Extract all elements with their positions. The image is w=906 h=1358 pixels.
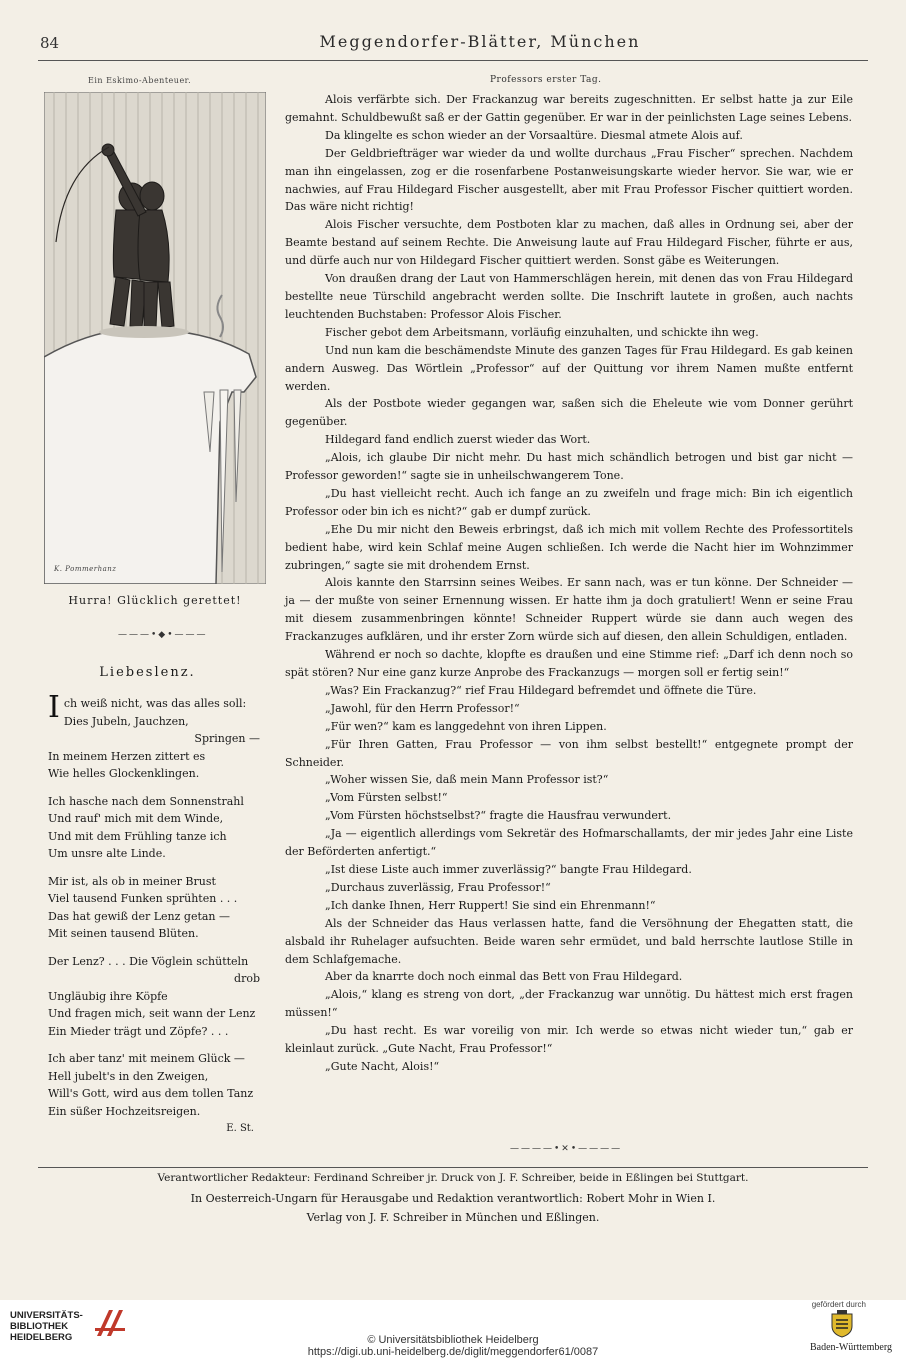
copyright-block <box>0 1334 906 1358</box>
poem-line: drob <box>234 972 260 985</box>
story-paragraph: Alois kannte den Starrsinn seines Weibes. Er sann nach, was er tun könne. Der Schneider — ja — der mußte von seiner Ernennung wissen. Er hatte ihm ja doch gratuliert! Wenn er seine Frau mit diesem zusammenbringen könnte! Schneider Ruppert würde sie dann auch wegen des Frackanzuges aufklären, und ihr erster Zorn würde sich auf diesen, den allein Schuldigen, entladen. <box>285 576 853 644</box>
poem-line: ch weiß nicht, was das alles soll: <box>63 697 247 710</box>
story-paragraph: Und nun kam die beschämendste Minute des ganzen Tages für Frau Hildegard. Es gab keinen andern Ausweg. Das Wörtlein „Professor“ auf der Quittung vor ihrem Namen mußte entfernt werden. <box>285 343 853 393</box>
poem-line: In meinem Herzen zittert es <box>48 749 206 763</box>
story-paragraph: „Ist diese Liste auch immer zuverlässig?“ bangte Frau Hildegard. <box>325 862 692 876</box>
sponsor-label: gefördert durch <box>811 1300 866 1309</box>
poem-title: Liebeslenz. <box>99 665 196 680</box>
poem-line: Ein süßer Hochzeitsreigen. <box>48 1104 201 1118</box>
poem-line: Das hat gewiß der Lenz getan — <box>48 909 231 923</box>
header-rule <box>38 60 868 61</box>
poem-line: Will's Gott, wird aus dem tollen Tanz <box>48 1087 254 1100</box>
story-paragraph: Der Geldbriefträger war wieder da und wollte durchaus „Frau Fischer“ sprechen. Nachdem man ihn eingelassen, zog er die rosenfarbene Postanweisungskarte wieder hervor. Sie war, wie er nachwies, auf Frau Hildegard Fischer ausgestellt, aber mit Frau Professor Fischer quittiert worden. Das wäre nicht richtig! <box>285 146 853 214</box>
story-paragraph: „Du hast vielleicht recht. Auch ich fange an zu zweifeln und frage mich: Bin ich eigentlich Professor oder bin ich es nicht?“ gab er dumpf zurück. <box>285 486 853 518</box>
poem-line: Und mit dem Frühling tanze ich <box>48 829 227 843</box>
poem-line: Der Lenz? . . . Die Vöglein schütteln <box>48 954 249 968</box>
footer-rule <box>38 1167 868 1168</box>
library-footer <box>0 1300 906 1358</box>
story-paragraph: „Ich danke Ihnen, Herr Ruppert! Sie sind ein Ehrenmann!“ <box>325 898 656 912</box>
eskimo-illustration <box>44 92 266 584</box>
illustration-top-caption: Ein Eskimo-Abenteuer. <box>88 76 192 85</box>
story-paragraph: „Alois, ich glaube Dir nicht mehr. Du hast mich schändlich betrogen und bist gar nicht — Professor geworden!“ sagte sie in unheilschwangerem Tone. <box>285 451 853 483</box>
story-body <box>285 91 853 1076</box>
poem-line: Um unsre alte Linde. <box>48 847 166 860</box>
story-paragraph: „Durchaus zuverlässig, Frau Professor!“ <box>325 880 551 894</box>
story-paragraph: „Woher wissen Sie, daß mein Mann Professor ist?“ <box>325 773 609 787</box>
poem-line: Ich aber tanz' mit meinem Glück — <box>48 1052 245 1065</box>
story-paragraph: Von draußen drang der Laut von Hammerschlägen herein, mit denen das von Frau Hildegard bestellte neue Türschild angebracht werden sollte. Die Inschrift lautete in großen, auch nachts leuchtenden Buchstaben: Professor Alois Fischer. <box>285 272 853 321</box>
story-paragraph: Fischer gebot dem Arbeitsmann, vorläufig einzuhalten, und schickte ihn weg. <box>325 325 759 339</box>
ornament-divider: ———•◆•——— <box>118 630 208 640</box>
poem-line: Dies Jubeln, Jauchzen, <box>63 714 189 728</box>
story-paragraph: Alois verfärbte sich. Der Frackanzug war bereits zugeschnitten. Er selbst hatte ja zur Eile gemahnt. Schuldbewußt saß er der Gattin gegenüber. Er war in der peinlichsten Lage seines Lebens. <box>285 93 853 124</box>
poem-dropcap: I <box>48 690 60 725</box>
story-paragraph: „Ehe Du mir nicht den Beweis erbringst, daß ich mich mit vollem Rechte des Professortitels bedient habe, wird kein Schlaf meine Augen schließen. Ich werde die Nacht hier im Wohnzimmer zubringen,“ sagte sie mit drohendem Ernst. <box>285 522 853 572</box>
imprint-line-3: Verlag von J. F. Schreiber in München und Eßlingen. <box>306 1211 600 1224</box>
illustration-signature: K. Pommerhanz <box>54 565 117 573</box>
story-paragraph: „Vom Fürsten selbst!“ <box>325 791 448 805</box>
imprint-line-2: In Oesterreich-Ungarn für Herausgabe und Redaktion verantwortlich: Robert Mohr in Wien I. <box>190 1192 716 1205</box>
story-paragraph: „Du hast recht. Es war voreilig von mir. Ich werde so etwas nicht wieder tun,“ gab er kleinlaut zurück. „Gute Nacht, Frau Professor!“ <box>285 1024 853 1056</box>
story-paragraph: „Was? Ein Frackanzug?“ rief Frau Hildegard befremdet und öffnete die Türe. <box>325 683 757 697</box>
copyright-text: © Universitätsbibliothek Heidelberg <box>367 1334 539 1346</box>
poem-line: Wie helles Glockenklingen. <box>48 767 200 780</box>
story-paragraph: Als der Postbote wieder gegangen war, saßen sich die Eheleute wie vom Donner gerührt gegenüber. <box>285 397 853 429</box>
story-paragraph: Aber da knarrte doch noch einmal das Bett von Frau Hildegard. <box>325 970 683 984</box>
poem-line: Ich hasche nach dem Sonnenstrahl <box>48 794 244 808</box>
imprint-line-1: Verantwortlicher Redakteur: Ferdinand Schreiber jr. Druck von J. F. Schreiber, beide in Eßlingen bei Stuttgart. <box>157 1172 749 1184</box>
poem-line: Ein Mieder trägt und Zöpfe? . . . <box>48 1024 229 1038</box>
poem-line: Viel tausend Funken sprühten . . . <box>48 892 238 905</box>
poem-line: Und rauf' mich mit dem Winde, <box>48 812 224 825</box>
story-end-ornament: ————•✕•———— <box>510 1144 623 1154</box>
source-url-link[interactable]: https://digi.ub.uni-heidelberg.de/diglit/meggendorfer61/0087 <box>307 1346 599 1358</box>
poem-line: Und fragen mich, seit wann der Lenz <box>48 1007 256 1020</box>
page-number: 84 <box>40 34 60 52</box>
library-logo-text: UNIVERSITÄTS- BIBLIOTHEK HEIDELBERG <box>10 1310 83 1343</box>
magazine-title: Meggendorfer-Blätter, München <box>319 32 641 51</box>
story-heading: Professors erster Tag. <box>490 75 602 85</box>
poem-line: Ungläubig ihre Köpfe <box>48 989 168 1003</box>
baden-wuerttemberg-crest-icon <box>830 1310 854 1338</box>
story-paragraph: „Jawohl, für den Herrn Professor!“ <box>325 701 520 715</box>
story-paragraph: „Für wen?“ kam es langgedehnt von ihren Lippen. <box>325 719 607 733</box>
story-paragraph: Als der Schneider das Haus verlassen hatte, fand die Versöhnung der Ehegatten statt, die alsbald ihr Ruhelager aufsuchten. Beide waren sehr ermüdet, und bald herrschte lautlose Stille in dem Schlafgemache. <box>285 916 853 966</box>
poem-line: Mit seinen tausend Blüten. <box>48 927 199 940</box>
poem-line: Springen — <box>194 732 260 745</box>
poem-body <box>48 690 268 1138</box>
story-paragraph: Da klingelte es schon wieder an der Vorsaaltüre. Diesmal atmete Alois auf. <box>325 128 743 142</box>
story-paragraph: „Ja — eigentlich allerdings vom Sekretär des Hofmarschallamts, der mir jedes Jahr eine Liste der Beförderten anfertigt.“ <box>285 827 853 859</box>
story-paragraph: „Vom Fürsten höchstselbst?“ fragte die Hausfrau verwundert. <box>325 809 672 823</box>
poem-line: Hell jubelt's in den Zweigen, <box>48 1069 209 1083</box>
story-paragraph: Alois Fischer versuchte, dem Postboten klar zu machen, daß alles in Ordnung sei, aber der Beamte bestand auf seinem Rechte. Die Anweisung laute auf Frau Hildegard Fischer, führte er aus, und dürfe auch nur von Hildegard Fischer quittiert werden. Sonst gäbe es Weiterungen. <box>285 218 853 268</box>
story-paragraph: Während er noch so dachte, klopfte es draußen und eine Stimme rief: „Darf ich denn noch so spät stören? Nur eine ganz kurze Anprobe des Frackanzugs — morgen soll er fertig sein!“ <box>285 648 853 679</box>
story-paragraph: Hildegard fand endlich zuerst wieder das Wort. <box>325 433 591 447</box>
poem-line: Mir ist, als ob in meiner Brust <box>48 874 216 888</box>
illustration-caption: Hurra! Glücklich gerettet! <box>68 594 242 607</box>
poem-signature: E. St. <box>226 1123 254 1134</box>
story-paragraph: „Alois,“ klang es streng von dort, „der Frackanzug war unnötig. Du hättest mich erst fragen müssen!“ <box>285 988 853 1020</box>
sponsor-name: Baden-Württemberg <box>809 1342 892 1353</box>
story-paragraph: „Gute Nacht, Alois!“ <box>325 1059 440 1073</box>
story-paragraph: „Für Ihren Gatten, Frau Professor — von ihm selbst bestellt!“ entgegnete prompt der Schneider. <box>285 737 853 769</box>
